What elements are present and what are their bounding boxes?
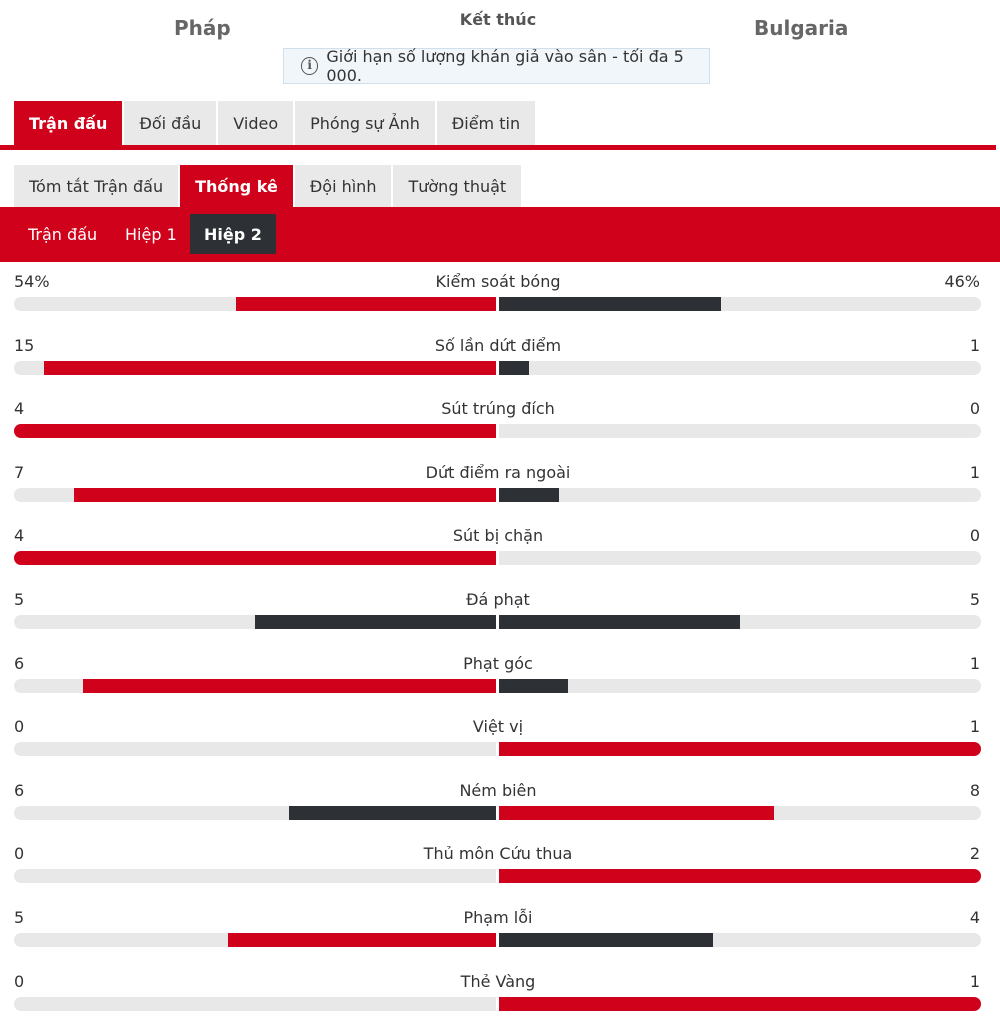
notice-text: Giới hạn số lượng khán giả vào sân - tối đa 5 000. xyxy=(326,47,684,85)
stat-name: Thẻ Vàng xyxy=(460,971,536,991)
stat-away-value: 1 xyxy=(969,335,980,355)
stat-home-value: 0 xyxy=(14,971,25,991)
stat-row xyxy=(0,710,1000,774)
tab-lineups[interactable]: Đội hình xyxy=(295,165,392,208)
stat-home-value: 5 xyxy=(14,590,25,609)
stat-away-track xyxy=(499,679,981,693)
stat-away-track xyxy=(499,551,981,565)
stat-home-bar xyxy=(14,424,496,438)
stat-home-track xyxy=(14,361,496,375)
stat-name: Việt vị xyxy=(472,717,524,737)
stat-away-value: 8 xyxy=(969,780,980,800)
stat-home-bar xyxy=(255,615,496,629)
stat-home-track xyxy=(14,424,496,438)
stat-away-bar xyxy=(499,297,721,311)
tab-commentary[interactable]: Tường thuật xyxy=(393,165,521,208)
stat-away-track xyxy=(499,488,981,502)
stat-name: Thủ môn Cứu thua xyxy=(423,844,573,864)
stat-name: Phạt góc xyxy=(463,653,533,673)
stat-home-track xyxy=(14,742,496,756)
stat-away-track xyxy=(499,297,981,311)
stat-away-bar xyxy=(499,361,529,375)
sub-tabs xyxy=(14,165,521,208)
stat-name: Dứt điểm ra ngoài xyxy=(425,462,571,482)
stat-away-bar xyxy=(499,997,981,1011)
stat-away-value: 4 xyxy=(969,908,980,927)
stat-home-value: 6 xyxy=(14,653,25,673)
stat-home-track xyxy=(14,551,496,565)
stat-home-track xyxy=(14,297,496,311)
stat-away-value: 1 xyxy=(969,717,980,737)
stat-home-bar xyxy=(44,361,496,375)
stat-away-value: 0 xyxy=(969,399,980,419)
tab-photo-report[interactable]: Phóng sự Ảnh xyxy=(295,101,435,145)
stat-away-bar xyxy=(499,742,981,756)
away-team-name: Bulgaria xyxy=(754,16,849,40)
stat-home-track xyxy=(14,806,496,820)
tab-video[interactable]: Video xyxy=(218,101,293,145)
stat-row xyxy=(0,965,1000,1029)
stat-home-bar xyxy=(74,488,496,502)
stat-home-track xyxy=(14,869,496,883)
stat-row xyxy=(0,774,1000,838)
match-status: Kết thúc xyxy=(459,10,537,29)
stat-name: Phạm lỗi xyxy=(463,908,533,927)
stat-name: Sút trúng đích xyxy=(441,399,555,419)
period-first-half[interactable]: Hiệp 1 xyxy=(125,224,177,244)
stat-away-value: 1 xyxy=(969,971,980,991)
stat-away-track xyxy=(499,361,981,375)
tab-news[interactable]: Điểm tin xyxy=(437,101,535,145)
stat-home-bar xyxy=(228,933,496,947)
stat-home-value: 0 xyxy=(14,717,25,737)
stat-home-value: 6 xyxy=(14,780,25,800)
stat-row xyxy=(0,837,1000,901)
home-team-name: Pháp xyxy=(174,16,231,40)
stat-row xyxy=(0,647,1000,711)
stat-away-track xyxy=(499,742,981,756)
tab-statistics[interactable]: Thống kê xyxy=(180,165,293,208)
stat-home-value: 4 xyxy=(14,526,25,546)
stat-name: Kiểm soát bóng xyxy=(435,272,561,291)
stat-home-bar xyxy=(289,806,496,820)
stat-row xyxy=(0,392,1000,456)
stat-home-track xyxy=(14,679,496,693)
stat-away-track xyxy=(499,615,981,629)
tab-underline xyxy=(0,145,996,150)
stat-home-track xyxy=(14,488,496,502)
stat-away-track xyxy=(499,869,981,883)
stat-name: Ném biên xyxy=(459,780,537,800)
tab-match[interactable]: Trận đấu xyxy=(14,101,122,145)
stat-away-bar xyxy=(499,488,559,502)
stat-home-bar xyxy=(236,297,496,311)
stat-away-bar xyxy=(499,869,981,883)
stat-away-bar xyxy=(499,933,713,947)
stat-away-value: 46% xyxy=(944,272,980,291)
stat-row xyxy=(0,583,1000,647)
stat-home-value: 0 xyxy=(14,844,25,864)
stat-away-value: 2 xyxy=(969,844,980,864)
stat-row xyxy=(0,519,1000,583)
stat-away-track xyxy=(499,424,981,438)
stat-away-track xyxy=(499,806,981,820)
attendance-notice xyxy=(283,48,710,84)
stat-home-track xyxy=(14,615,496,629)
stat-home-value: 54% xyxy=(14,272,50,291)
stat-away-value: 1 xyxy=(969,462,980,482)
stat-away-bar xyxy=(499,679,568,693)
stat-home-track xyxy=(14,997,496,1011)
stat-home-bar xyxy=(14,551,496,565)
stat-home-value: 15 xyxy=(14,335,35,355)
stat-row xyxy=(0,265,1000,329)
stat-name: Số lần dứt điểm xyxy=(434,335,562,355)
stat-home-value: 5 xyxy=(14,908,25,927)
stat-away-track xyxy=(499,933,981,947)
stat-row xyxy=(0,456,1000,520)
stat-name: Đá phạt xyxy=(466,590,530,609)
stat-away-value: 1 xyxy=(969,653,980,673)
tab-summary[interactable]: Tóm tắt Trận đấu xyxy=(14,165,178,208)
stat-away-bar xyxy=(499,806,774,820)
period-full-match[interactable]: Trận đấu xyxy=(28,224,98,244)
stat-home-value: 7 xyxy=(14,462,25,482)
stat-away-bar xyxy=(499,615,740,629)
stat-home-value: 4 xyxy=(14,399,25,419)
stat-name: Sút bị chặn xyxy=(452,526,544,546)
stat-row xyxy=(0,329,1000,393)
stat-home-bar xyxy=(83,679,496,693)
main-tabs xyxy=(14,101,535,145)
info-icon: i xyxy=(301,57,318,75)
stat-away-track xyxy=(499,997,981,1011)
stat-row xyxy=(0,901,1000,965)
tab-head-to-head[interactable]: Đối đầu xyxy=(124,101,216,145)
stat-away-value: 0 xyxy=(969,526,980,546)
stat-away-value: 5 xyxy=(969,590,980,609)
stat-home-track xyxy=(14,933,496,947)
period-second-half[interactable]: Hiệp 2 xyxy=(190,214,276,254)
